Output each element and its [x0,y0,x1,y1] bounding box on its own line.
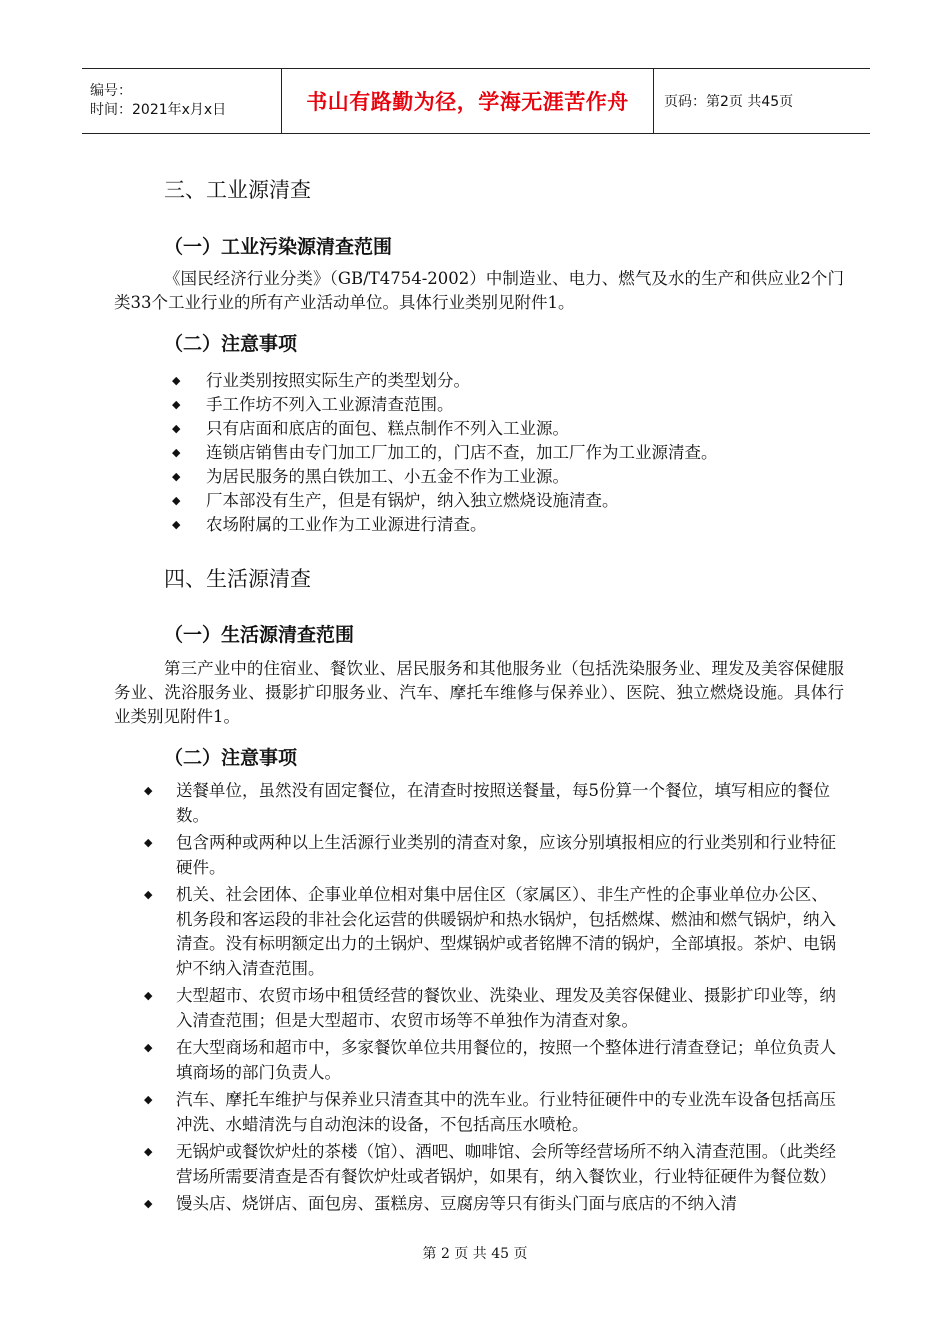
diamond-bullet-icon: ◆ [144,836,153,849]
list-item: ◆ 连锁店销售由专门加工厂加工的，门店不查，加工厂作为工业源清查。 [164,441,718,465]
section-4-title: 四、生活源清查 [164,567,311,591]
diamond-bullet-icon: ◆ [144,784,153,797]
section-3-notes-title: （二）注意事项 [164,333,298,355]
document-number-label: 编号： [90,83,132,99]
document-date-label: 时间：2021年x月x日 [90,102,227,118]
list-item: ◆ 为居民服务的黑白铁加工、小五金不作为工业源。 [164,465,718,489]
list-item: ◆ 送餐单位，虽然没有固定餐位，在清查时按照送餐量，每5份算一个餐位，填写相应的餐位数。 [144,781,830,825]
section-3-scope-title: （一）工业污染源清查范围 [164,236,393,258]
list-item: ◆ 农场附属的工业作为工业源进行清查。 [164,513,718,537]
diamond-bullet-icon: ◆ [144,989,153,1002]
header-page-cell [654,69,870,133]
diamond-bullet-icon: ◆ [172,398,181,411]
header-page-info: 页码：第2页 共45页 [664,94,794,110]
page-footer: 第 2 页 共 45 页 [422,1246,528,1262]
section-4-notes-list [140,779,842,1220]
diamond-bullet-icon: ◆ [144,1197,153,1210]
list-item: ◆ 行业类别按照实际生产的类型划分。 [164,369,718,393]
list-item: ◆ 机关、社会团体、企事业单位相对集中居住区（家属区）、非生产性的企事业单位办公区、机务段和客运段的非社会化运营的供暖锅炉和热水锅炉，包括燃煤、燃油和燃气锅炉，纳入清查。没有标明额定出力的土锅炉、型煤锅炉或者铭牌不清的锅炉，全部填报。茶炉、电锅炉不纳入清查范围。 [144,885,836,978]
list-item: ◆ 大型超市、农贸市场中租赁经营的餐饮业、洗染业、理发及美容保健业、摄影扩印业等，纳入清查范围；但是大型超市、农贸市场等不单独作为清查对象。 [144,986,836,1030]
section-3-title: 三、工业源清查 [164,178,311,202]
list-item: ◆ 包含两种或两种以上生活源行业类别的清查对象，应该分别填报相应的行业类别和行业特征硬件。 [144,833,836,877]
diamond-bullet-icon: ◆ [172,374,181,387]
section-3-notes-list [164,369,718,537]
diamond-bullet-icon: ◆ [172,470,181,483]
page-header [82,68,870,134]
diamond-bullet-icon: ◆ [172,422,181,435]
section-3-scope-text: 《国民经济行业分类》（GB/T4754-2002）中制造业、电力、燃气及水的生产和供应业2个门类33个工业行业的所有产业活动单位。具体行业类别见附件1。 [114,269,844,312]
list-item: ◆ 馒头店、烧饼店、面包房、蛋糕房、豆腐房等只有街头门面与底店的不纳入清 [140,1192,842,1217]
list-item: ◆ 在大型商场和超市中，多家餐饮单位共用餐位的，按照一个整体进行清查登记；单位负责人填商场的部门负责人。 [144,1038,836,1082]
list-item: ◆ 无锅炉或餐饮炉灶的茶楼（馆）、酒吧、咖啡馆、会所等经营场所不纳入清查范围。（此类经营场所需要清查是否有餐饮炉灶或者锅炉，如果有，纳入餐饮业，行业特征硬件为餐位数） [144,1142,836,1186]
section-4-notes-title: （二）注意事项 [164,747,298,769]
list-item: ◆ 手工作坊不列入工业源清查范围。 [164,393,718,417]
diamond-bullet-icon: ◆ [144,1093,153,1106]
header-slogan: 书山有路勤为径，学海无涯苦作舟 [306,90,629,114]
diamond-bullet-icon: ◆ [144,1041,153,1054]
list-item: ◆ 只有店面和底店的面包、糕点制作不列入工业源。 [164,417,718,441]
section-4-scope-text: 第三产业中的住宿业、餐饮业、居民服务和其他服务业（包括洗染服务业、理发及美容保健服务业、洗浴服务业、摄影扩印服务业、汽车、摩托车维修与保养业）、医院、独立燃烧设施。具体行业类别见附件1。 [114,659,844,726]
list-item: ◆ 厂本部没有生产，但是有锅炉，纳入独立燃烧设施清查。 [164,489,718,513]
list-item: ◆ 汽车、摩托车维护与保养业只清查其中的洗车业。行业特征硬件中的专业洗车设备包括高压冲洗、水蜡清洗与自动泡沫的设备，不包括高压水喷枪。 [144,1090,836,1134]
section-4-scope-title: （一）生活源清查范围 [164,624,355,646]
header-slogan-cell [282,69,654,133]
diamond-bullet-icon: ◆ [144,1145,153,1158]
header-meta [82,69,282,133]
diamond-bullet-icon: ◆ [144,888,153,901]
diamond-bullet-icon: ◆ [172,518,181,531]
diamond-bullet-icon: ◆ [172,446,181,459]
diamond-bullet-icon: ◆ [172,494,181,507]
